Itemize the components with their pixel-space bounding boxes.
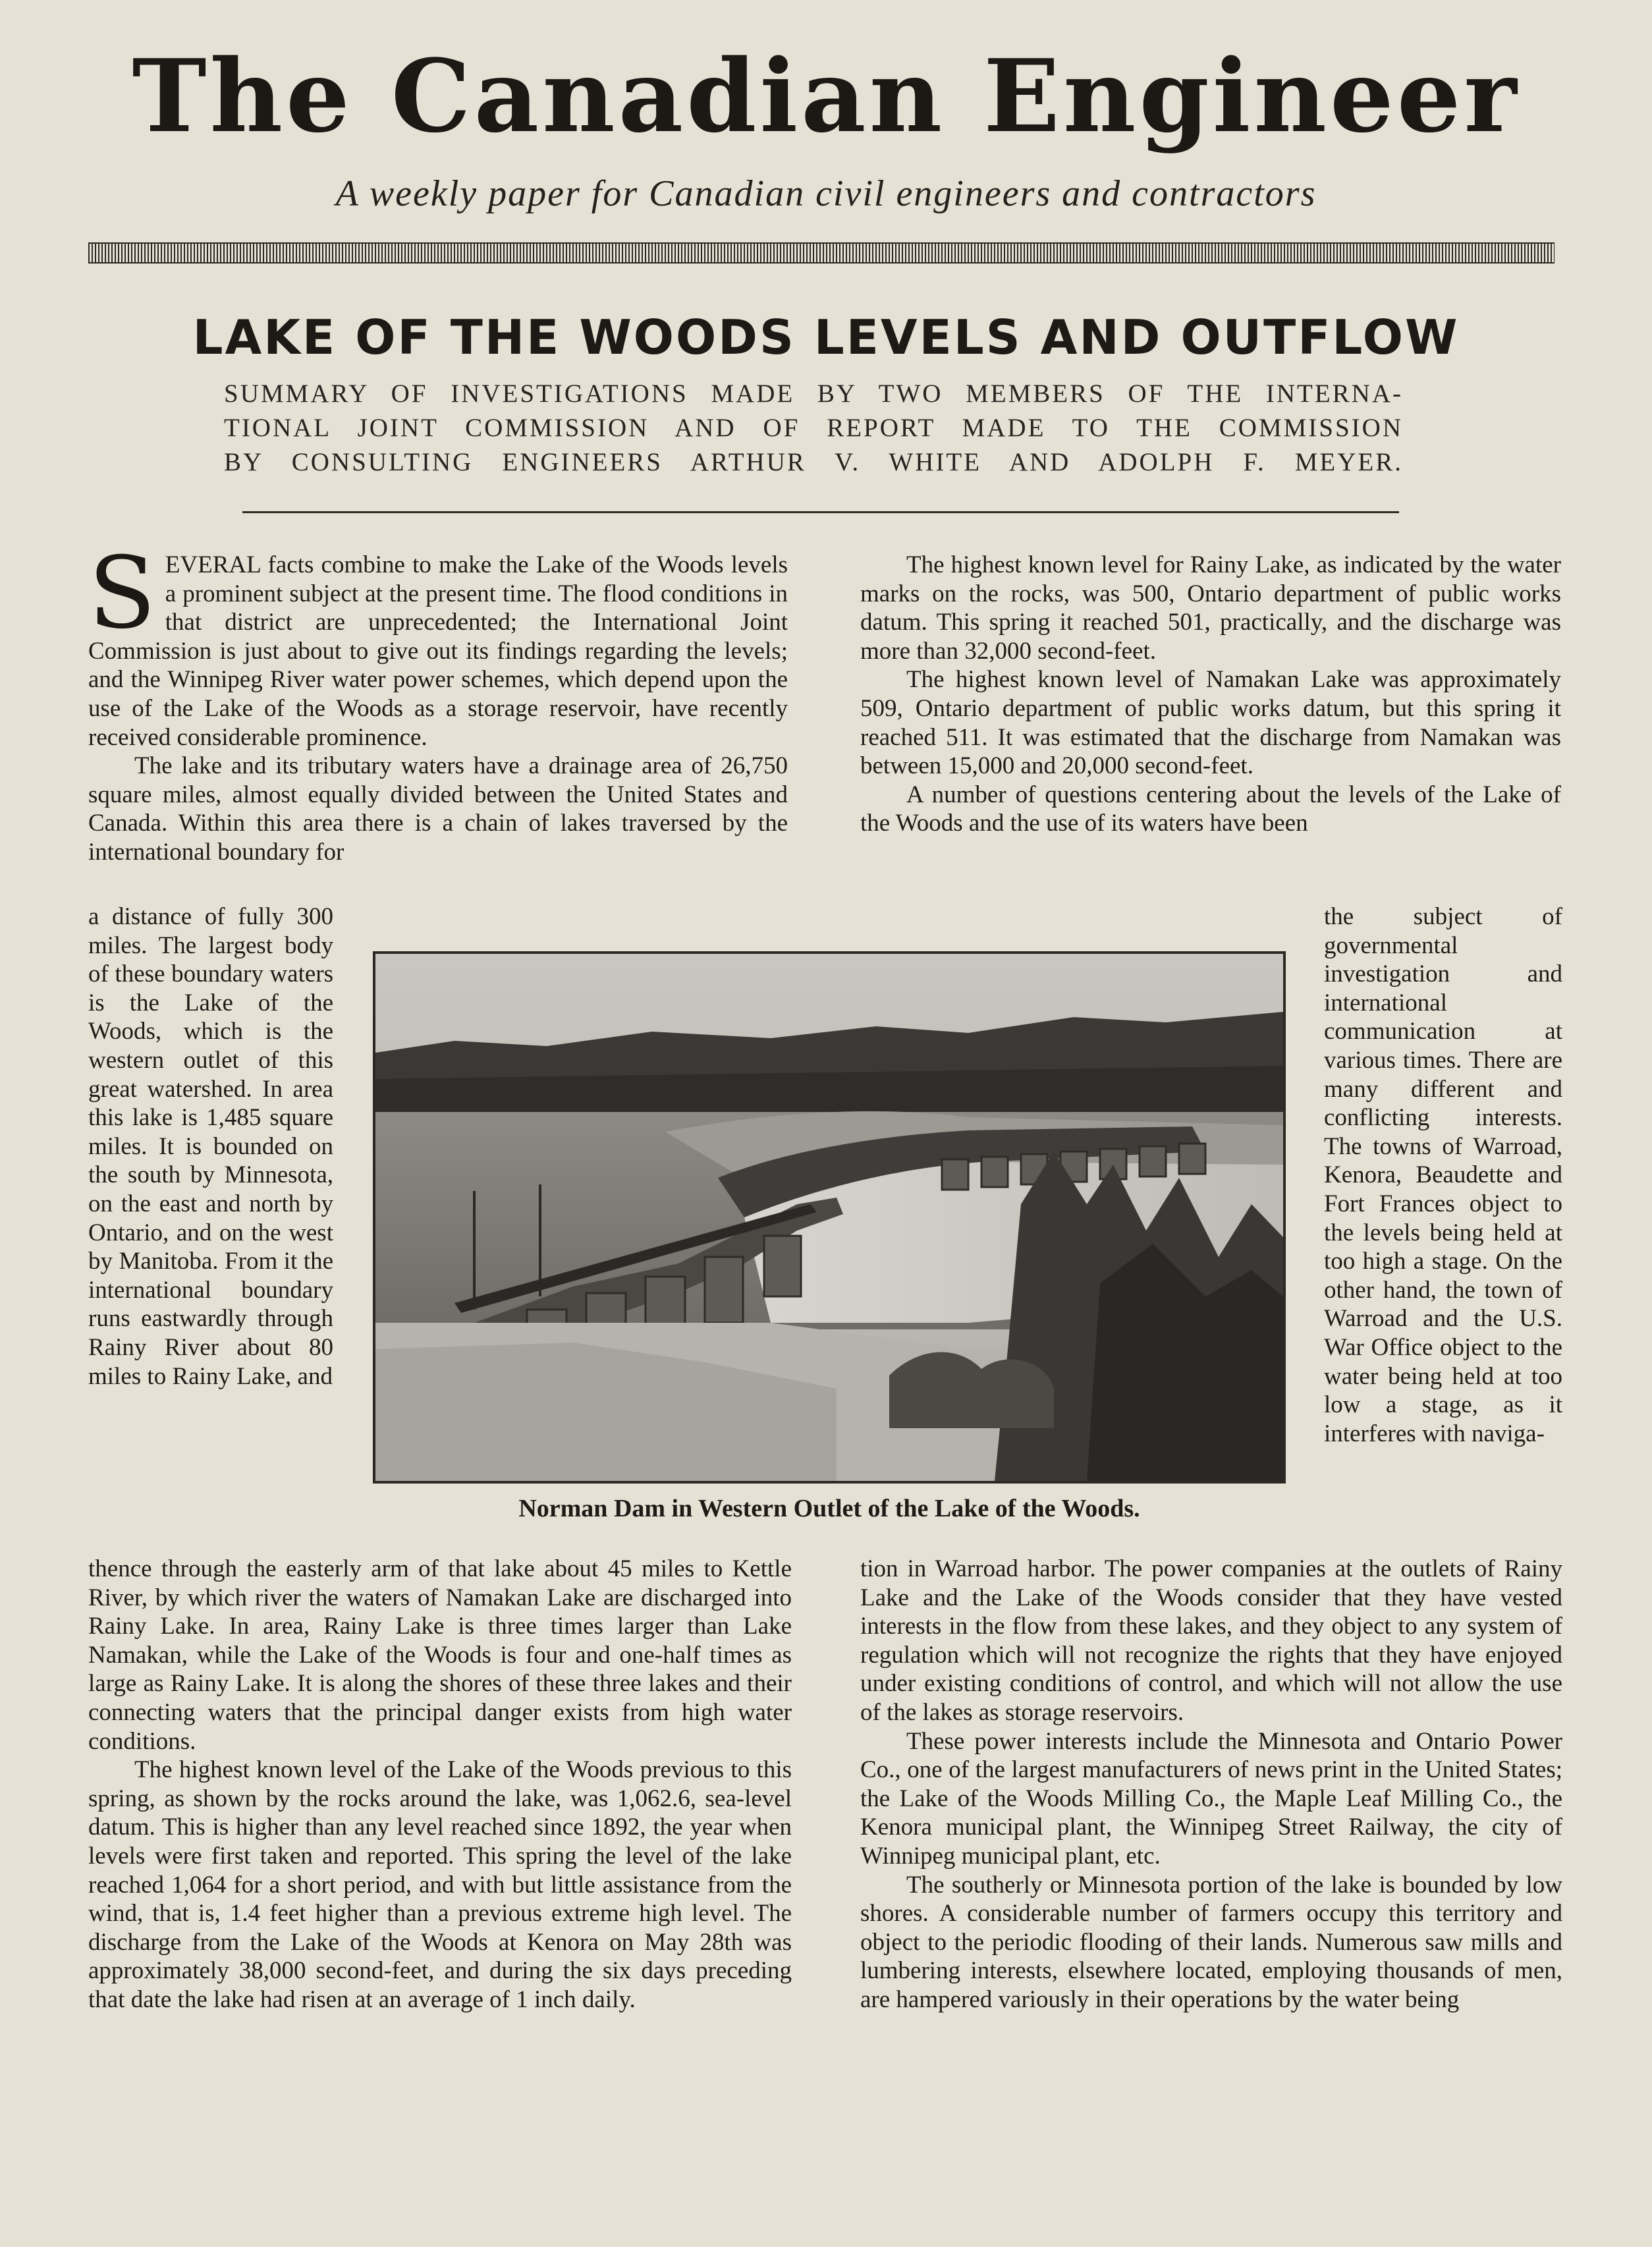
right-column-top [860, 551, 1561, 838]
article-title: LAKE OF THE WOODS LEVELS AND OUTFLOW [192, 310, 1460, 365]
paragraph: A number of questions centering about the levels of the Lake of the Woods and the use of its waters have been [860, 781, 1561, 837]
deck-line: BY CONSULTING ENGINEERS ARTHUR V. WHITE AND ADOLPH F. MEYER. [224, 448, 1403, 476]
paragraph: the subject of governmental investigation and international communication at various times. There are many different and conflicting interests. The towns of Warroad, Kenora, Beaudette and Fort Frances object to the levels being held at too high a stage. On the other hand, the town of Warroad and the U.S. War Office object to the water being held at too low a stage, as it interferes with naviga- [1324, 903, 1562, 1447]
paragraph: a distance of fully 300 miles. The largest body of these boundary waters is the Lake of the Woods, which is the western outlet of this great watershed. In area this lake is 1,485 square miles. It is bounded on the south by Minnesota, on the east and north by Ontario, and on the west by Manitoba. From it the international boundary runs eastwardly through Rainy River about 80 miles to Rainy Lake, and [88, 903, 333, 1390]
paragraph: These power interests include the Minnesota and Ontario Power Co., one of the largest manufacturers of news print in the United States; the Lake of the Woods Milling Co., the Maple Leaf Milling Co., the Kenora municipal plant, the Winnipeg Street Railway, the city of Winnipeg municipal plant, etc. [860, 1727, 1562, 1870]
paragraph: The lake and its tributary waters have a drainage area of 26,750 square miles, almost equally divided between the United States and Canada. Within this area there is a chain of lakes traversed by the international boundary for [88, 752, 788, 866]
left-column-bottom [88, 1555, 792, 2014]
dam-photograph [373, 951, 1286, 1484]
figure-caption: Norman Dam in Western Outlet of the Lake of the Woods. [518, 1495, 1140, 1522]
paragraph-text: EVERAL facts combine to make the Lake of the Woods levels a prominent subject at the present time. The flood conditions in that district are unprecedented; the International Joint Commission is just about to give out its findings regarding the levels; and the Winnipeg River water power schemes, which depend upon the use of the Lake of the Woods as a storage reservoir, have recently received considerable prominence. [88, 551, 788, 751]
masthead-title: The Canadian Engineer [132, 37, 1520, 155]
paragraph [88, 536, 788, 752]
left-column-wrap [88, 902, 333, 1391]
left-column-top [88, 536, 788, 867]
paragraph: The highest known level of the Lake of the Woods previous to this spring, as shown by the rocks around the lake, was 1,062.6, sea-level datum. This is higher than any level reached since 1892, the year when levels were first taken and reported. This spring the level of the lake reached 1,064 for a short period, and with but little assistance from the wind, that is, 1.4 feet higher than a previous extreme high level. The discharge from the Lake of the Woods at Kenora on May 28th was approximately 38,000 second-feet, and during the six days preceding that date the lake had risen at an average of 1 inch daily. [88, 1756, 792, 2013]
article-deck [224, 377, 1403, 480]
deck-line: TIONAL JOINT COMMISSION AND OF REPORT MADE TO THE COMMISSION [224, 414, 1403, 442]
masthead-subtitle: A weekly paper for Canadian civil engineers and contractors [335, 173, 1317, 214]
deck-line: SUMMARY OF INVESTIGATIONS MADE BY TWO MEMBERS OF THE INTERNA- [224, 379, 1403, 408]
paragraph: The highest known level of Namakan Lake was approximately 509, Ontario department of public works datum, but this spring it reached 511. It was estimated that the discharge from Namakan was between 15,000 and 20,000 second-feet. [860, 666, 1561, 780]
masthead-rule [88, 242, 1555, 264]
title-rule [242, 511, 1399, 513]
paragraph: tion in Warroad harbor. The power companies at the outlets of Rainy Lake and the Lake of the Woods consider that they have vested interests in the flow from these lakes, and they object to any system of regulation which will not recognize the rights that they have enjoyed under existing conditions of control, and which will not allow the use of the lakes as storage reservoirs. [860, 1555, 1562, 1726]
paragraph: The highest known level for Rainy Lake, as indicated by the water marks on the rocks, was 500, Ontario department of public works datum. This spring it reached 501, practically, and the discharge was more than 32,000 second-feet. [860, 551, 1561, 665]
dam-photo-illustration [375, 954, 1283, 1481]
drop-cap: S [88, 536, 156, 651]
paragraph: The southerly or Minnesota portion of the lake is bounded by low shores. A considerable number of farmers occupy this territory and object to the periodic flooding of their lands. Numerous saw mills and lumbering interests, elsewhere located, employing thousands of men, are hampered variously in their operations by the water being [860, 1871, 1562, 2013]
right-column-bottom [860, 1555, 1562, 2014]
paragraph: thence through the easterly arm of that lake about 45 miles to Kettle River, by which river the waters of Namakan Lake are discharged into Rainy Lake. In area, Rainy Lake is three times larger than Lake Namakan, while the Lake of the Woods is four and one-half times as large as Rainy Lake. It is along the shores of these three lakes and their connecting waters that the principal danger exists from high water conditions. [88, 1555, 792, 1755]
right-column-wrap [1324, 902, 1562, 1448]
